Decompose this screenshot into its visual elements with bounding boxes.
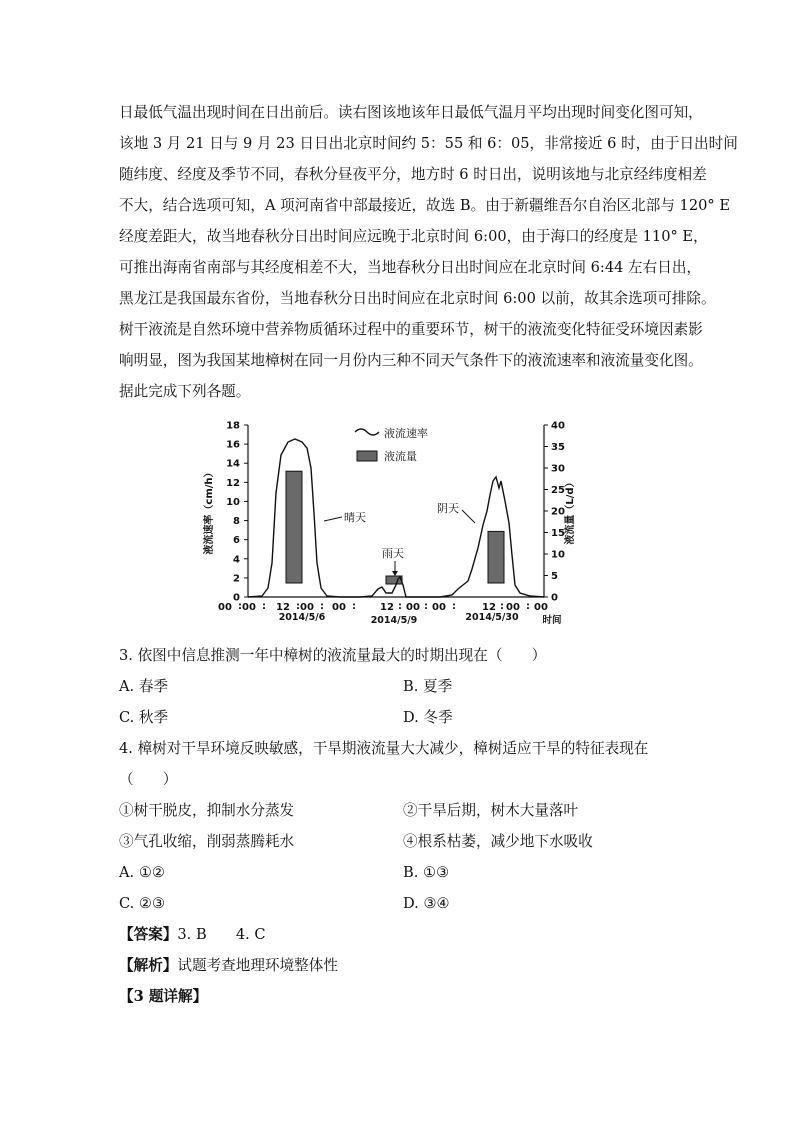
x-tick-colon: : (352, 601, 356, 612)
x-tick-colon: : (296, 601, 300, 612)
x-tick-label: 00 (506, 602, 520, 613)
x-tick-colon: : (500, 601, 504, 612)
x-tick-label: 00 (406, 602, 420, 613)
q4-statement-2: ②干旱后期，树木大量落叶 (403, 802, 579, 819)
right-axis-label: 液流量（L/d） (565, 477, 576, 545)
rainy-arrowhead (392, 571, 398, 576)
prev-analysis-line-5: 经度差距大，故当地春秋分日出时间应远晚于北京时间 6:00，由于海口的经度是 110° E， (119, 228, 708, 245)
x-tick-label: 12 (482, 602, 496, 613)
x-tick-label: 00 (332, 602, 346, 613)
x-tick-label: 00 (534, 602, 548, 613)
left-axis-ticks (226, 421, 248, 604)
analysis-label: 【解析】 (119, 957, 178, 974)
q3-option-d: D. 冬季 (403, 709, 453, 726)
right-tick-label: 25 (551, 485, 565, 496)
right-tick-label: 40 (551, 420, 565, 432)
q3-option-c: C. 秋季 (119, 709, 169, 726)
x-tick-label: 12 (380, 602, 394, 613)
x-tick-colon: : (238, 601, 242, 612)
date-label-3: 2014/5/30 (465, 612, 519, 623)
prev-analysis-line-7: 黑龙江是我国最东省份，当地春秋分日出时间应在北京时间 6:00 以前，故其余选项可排除。 (119, 290, 716, 307)
right-tick-label: 35 (551, 442, 565, 453)
right-tick-label: 15 (551, 528, 565, 539)
right-tick-label: 5 (551, 571, 558, 582)
x-tick-label: 00 (432, 602, 446, 613)
left-tick-label: 12 (226, 477, 240, 489)
intro-line-1: 树干液流是自然环境中营养物质循环过程中的重要环节，树干的液流变化特征受环境因素影 (119, 321, 703, 338)
x-tick-label: 12 (276, 602, 290, 613)
x-tick-label: 00 (218, 602, 232, 613)
left-tick-label: 18 (226, 420, 240, 432)
left-tick-label: 10 (226, 496, 240, 508)
prev-analysis-line-4: 不大，结合选项可知，A 项河南省中部最接近，故选 B。由于新疆维吾尔自治区北部与 120° E (119, 197, 731, 214)
legend-line-label: 液流速率 (384, 427, 428, 440)
x-tick-colon: : (452, 601, 456, 612)
answer-label: 【答案】 (119, 926, 178, 943)
q3-option-a: A. 春季 (119, 678, 169, 695)
x-tick-colon: : (424, 601, 428, 612)
intro-line-3: 据此完成下列各题。 (119, 383, 251, 400)
left-tick-label: 6 (233, 535, 240, 547)
intro-line-2: 响明显，图为我国某地樟树在同一月份内三种不同天气条件下的液流速率和液流量变化图。 (119, 352, 703, 369)
prev-analysis-line-2: 该地 3 月 21 日与 9 月 23 日日出北京时间约 5：55 和 6：05，非常接近 6 时，由于日出时间 (119, 135, 738, 152)
q4-option-b: B. ①③ (403, 864, 450, 881)
x-tick-colon: : (526, 601, 530, 612)
prev-analysis-line-1: 日最低气温出现时间在日出前后。读右图该地该年日最低气温月平均出现时间变化图可知， (119, 104, 703, 121)
q4-option-c: C. ②③ (119, 895, 166, 912)
q4-statement-3: ③气孔收缩，削弱蒸腾耗水 (119, 833, 295, 850)
q4-paren: （ ） (119, 771, 178, 788)
q4-option-d: D. ③④ (403, 895, 450, 912)
left-tick-label: 16 (226, 439, 240, 451)
right-tick-label: 30 (551, 463, 565, 475)
q4-statement-1: ①树干脱皮，抑制水分蒸发 (119, 802, 295, 819)
left-tick-label: 8 (233, 516, 240, 528)
cloudy-arrow (462, 510, 475, 523)
flow-volume-bar (488, 531, 504, 583)
q4-statement-4: ④根系枯萎，减少地下水吸收 (403, 833, 593, 850)
date-label-1: 2014/5/6 (278, 612, 326, 623)
legend-line-swatch (355, 429, 379, 435)
sunny-arrow (324, 517, 342, 521)
x-tick-label: 00 (242, 602, 256, 613)
right-tick-label: 20 (551, 506, 565, 518)
rainy-label: 雨天 (382, 547, 404, 560)
flow-volume-bar (286, 471, 302, 583)
x-tick-label: 00 (300, 602, 314, 613)
q4-option-a: A. ①② (119, 864, 165, 881)
q4-stem: 4. 樟树对干旱环境反映敏感，干旱期液流量大大减少，樟树适应干旱的特征表现在 (119, 740, 649, 757)
prev-analysis-line-3: 随纬度、经度及季节不同，春秋分昼夜平分，地方时 6 时日出，说明该地与北京经纬度相差 (119, 166, 707, 183)
date-label-2: 2014/5/9 (370, 615, 418, 626)
left-tick-label: 0 (233, 592, 240, 604)
x-tick-colon: : (398, 601, 402, 612)
answer-text: 3. B 4. C (177, 926, 266, 943)
detail-label: 【3 题详解】 (119, 988, 208, 1005)
cloudy-label: 阴天 (437, 502, 459, 515)
right-axis-ticks (544, 421, 565, 604)
left-tick-label: 14 (226, 458, 240, 470)
x-tick-colon: : (320, 601, 324, 612)
legend-bar-label: 液流量 (384, 450, 417, 463)
left-tick-label: 2 (233, 573, 240, 585)
prev-analysis-line-6: 可推出海南省南部与其经度相差不大，当地春秋分日出时间应在北京时间 6:44 左右日出， (119, 259, 702, 276)
left-tick-label: 4 (233, 554, 240, 566)
sunny-label: 晴天 (344, 511, 366, 524)
analysis-text: 试题考查地理环境整体性 (177, 957, 338, 974)
right-tick-label: 10 (551, 549, 565, 561)
answer-row (119, 925, 266, 945)
left-axis-label: 液流速率（cm/h） (204, 467, 215, 555)
x-tick-colon: : (262, 601, 266, 612)
legend-bar-swatch (357, 451, 377, 461)
x-axis-label: 时间 (542, 615, 562, 626)
sap-flow-chart (200, 413, 580, 628)
analysis-row (119, 956, 338, 976)
q3-option-b: B. 夏季 (403, 678, 453, 695)
q3-stem: 3. 依图中信息推测一年中樟树的液流量最大的时期出现在（ ） (119, 647, 547, 664)
right-tick-label: 0 (551, 592, 558, 604)
